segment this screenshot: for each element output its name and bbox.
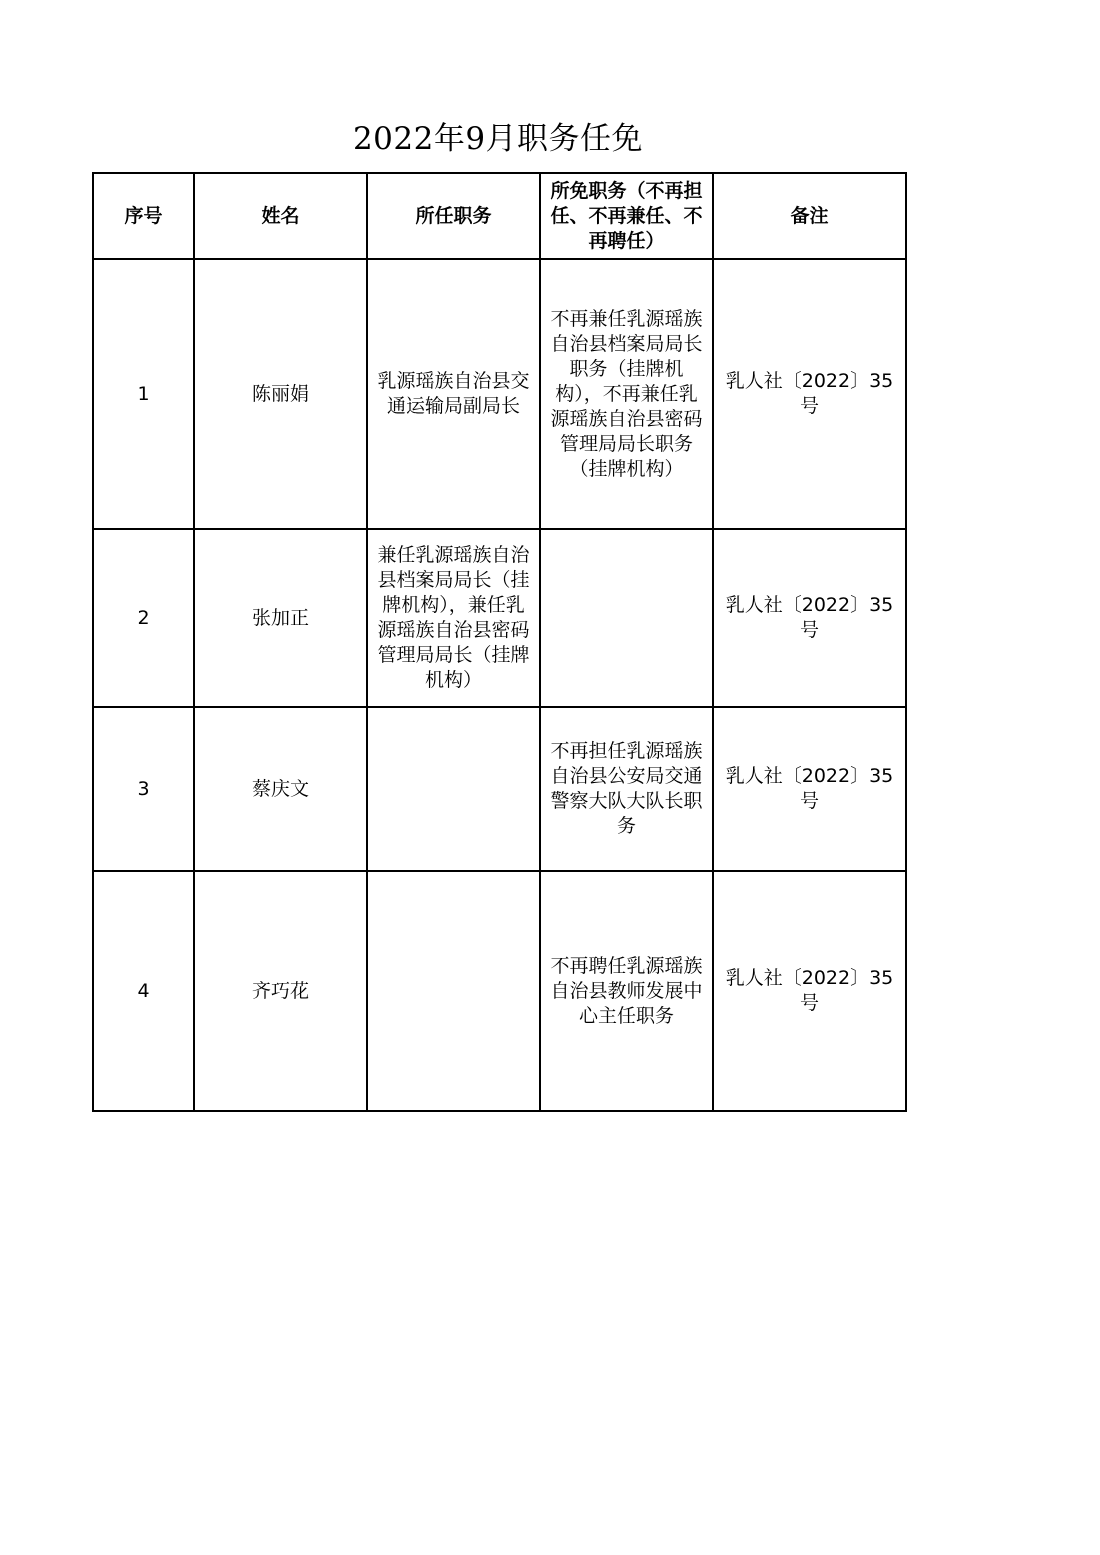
appointments-table — [92, 172, 907, 1112]
table-row — [93, 707, 906, 871]
cell-line: 机构） — [424, 669, 482, 691]
cell-remarks — [713, 707, 906, 871]
cell-line: 源瑶族自治县密码 — [550, 407, 703, 430]
table-row — [93, 259, 906, 529]
cell-line: 号 — [799, 619, 819, 641]
cell-line: 兼任乳源瑶族自治 — [377, 544, 530, 566]
cell-line: 不再担任乳源瑶族 — [550, 740, 703, 762]
cell-name: 陈丽娟 — [194, 259, 367, 529]
cell-line: 乳人社〔2022〕35 — [725, 967, 894, 989]
cell-line: 自治县公安局交通 — [550, 765, 703, 787]
cell-dismissed — [540, 259, 713, 529]
cell-dismissed — [540, 707, 713, 871]
cell-line: 不再兼任乳源瑶族 — [550, 307, 703, 330]
cell-line: 号 — [799, 992, 819, 1014]
cell-line: 构），不再兼任乳 — [555, 382, 698, 405]
cell-name: 张加正 — [194, 529, 367, 707]
cell-line: 自治县档案局局长 — [550, 332, 703, 355]
table-row — [93, 529, 906, 707]
cell-remarks — [713, 529, 906, 707]
cell-remarks — [713, 871, 906, 1111]
cell-line: 乳源瑶族自治县交 — [377, 370, 530, 392]
header-dismissed-line: 任、不再兼任、不 — [550, 204, 703, 227]
header-row — [93, 173, 906, 259]
cell-appointed — [367, 529, 540, 707]
header-remarks: 备注 — [713, 173, 906, 259]
header-appointed: 所任职务 — [367, 173, 540, 259]
cell-index: 4 — [93, 871, 194, 1111]
header-name: 姓名 — [194, 173, 367, 259]
cell-name: 蔡庆文 — [194, 707, 367, 871]
cell-remarks — [713, 259, 906, 529]
cell-line: 乳人社〔2022〕35 — [725, 594, 894, 616]
cell-line: 不再聘任乳源瑶族 — [550, 954, 703, 977]
cell-line: 号 — [799, 790, 819, 812]
cell-line: 牌机构），兼任乳 — [382, 594, 525, 616]
cell-line: 警察大队大队长职 — [550, 790, 703, 812]
cell-appointed — [367, 707, 540, 871]
cell-dismissed — [540, 529, 713, 707]
cell-appointed — [367, 259, 540, 529]
cell-line: 号 — [799, 395, 819, 417]
cell-line: 县档案局局长（挂 — [377, 569, 530, 591]
header-dismissed-line: 再聘任） — [588, 229, 665, 252]
cell-line: 通运输局副局长 — [386, 395, 520, 417]
cell-index: 2 — [93, 529, 194, 707]
cell-line: 管理局局长职务 — [559, 432, 693, 455]
cell-line: 自治县教师发展中 — [550, 979, 703, 1002]
cell-line: 务 — [616, 815, 636, 837]
cell-line: 职务（挂牌机 — [569, 357, 684, 380]
cell-line: 乳人社〔2022〕35 — [725, 370, 894, 392]
cell-line: 源瑶族自治县密码 — [377, 619, 530, 641]
cell-dismissed — [540, 871, 713, 1111]
cell-line: 心主任职务 — [578, 1004, 674, 1027]
cell-index: 3 — [93, 707, 194, 871]
cell-appointed — [367, 871, 540, 1111]
cell-name: 齐巧花 — [194, 871, 367, 1111]
header-index: 序号 — [93, 173, 194, 259]
cell-line: 管理局局长（挂牌 — [377, 644, 530, 666]
page-title: 2022年9月职务任免 — [352, 121, 644, 157]
cell-index: 1 — [93, 259, 194, 529]
table-row — [93, 871, 906, 1111]
header-dismissed — [540, 173, 713, 259]
header-dismissed-line: 所免职务（不再担 — [550, 179, 703, 202]
cell-line: （挂牌机构） — [569, 457, 684, 480]
cell-line: 乳人社〔2022〕35 — [725, 765, 894, 787]
